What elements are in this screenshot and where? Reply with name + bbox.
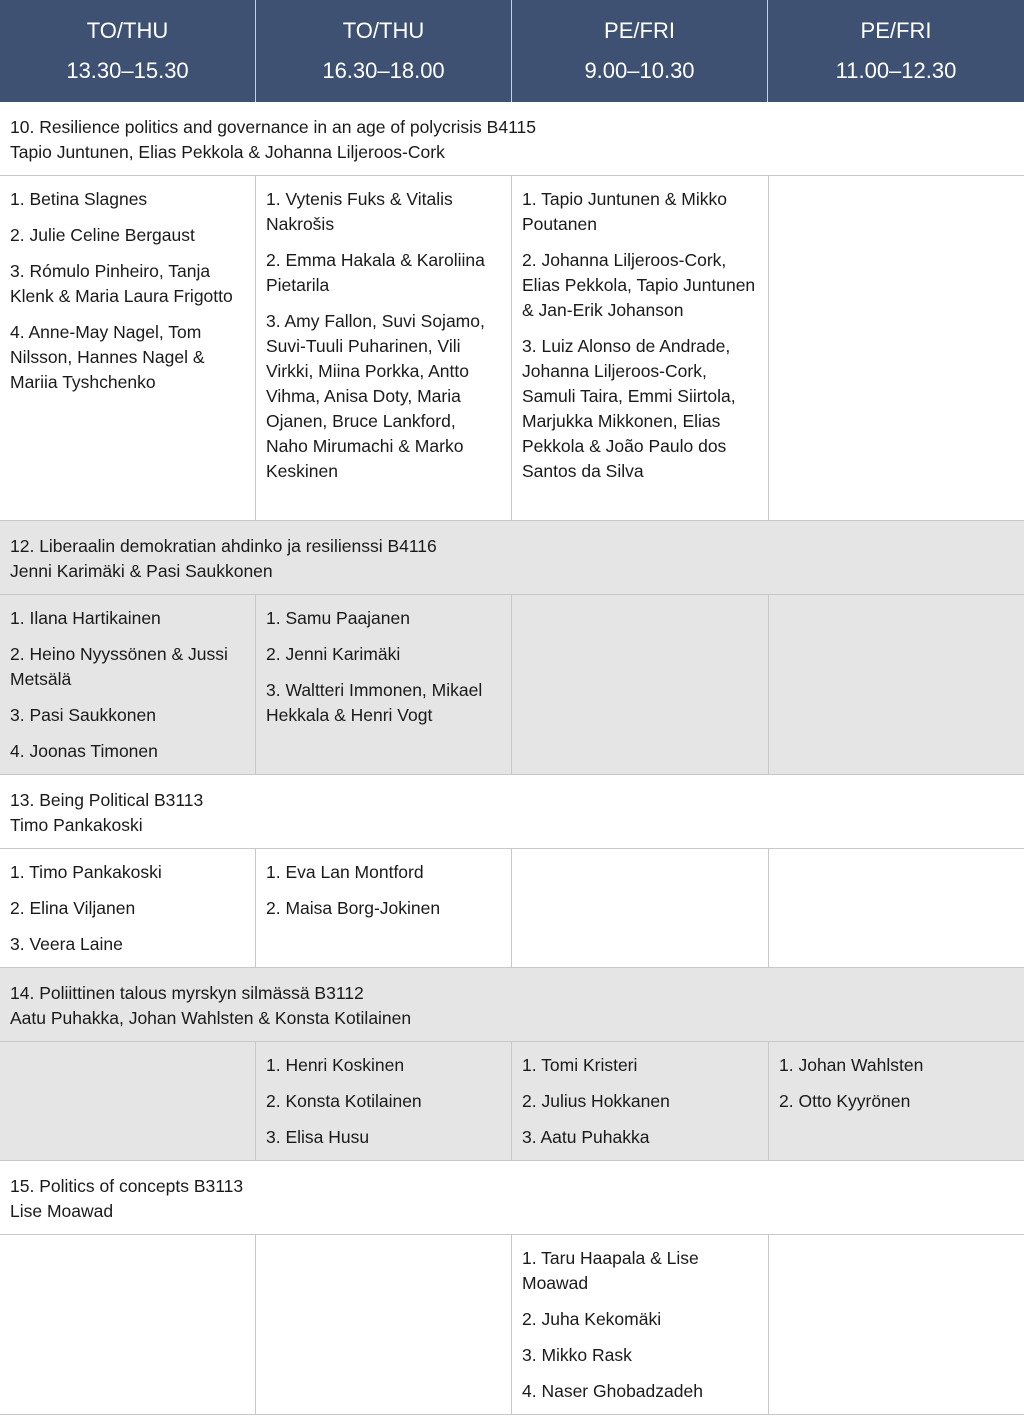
timeslot-cell — [0, 849, 256, 967]
timeslot-cell — [0, 595, 256, 774]
header-cell — [768, 0, 1024, 102]
timeslot-cell — [769, 1235, 1024, 1414]
presentation-entry: 1. Tomi Kristeri — [522, 1055, 638, 1075]
timeslot-cell — [0, 176, 256, 520]
presentation-entry: 3. Elisa Husu — [266, 1127, 370, 1147]
header-time: 16.30–18.00 — [322, 58, 445, 83]
presentation-entry: 1. Henri Koskinen — [266, 1055, 405, 1075]
presentation-entry: 2. Elina Viljanen — [10, 898, 136, 918]
timeslot-cell — [512, 176, 769, 520]
presentation-entry: 2. Emma Hakala & Karoliina Pietarila — [266, 250, 485, 295]
session-presentations-row — [0, 849, 1024, 968]
presentation-entry: 4. Joonas Timonen — [10, 741, 158, 761]
timeslot-cell — [256, 1235, 512, 1414]
presentation-entry: 2. Otto Kyyrönen — [779, 1091, 911, 1111]
timeslot-cell — [769, 849, 1024, 967]
session-chairs: Aatu Puhakka, Johan Wahlsten & Konsta Kotilainen — [10, 1008, 412, 1028]
timeslot-cell — [512, 1042, 769, 1160]
timeslot-cell — [769, 176, 1024, 520]
presentation-entry: 4. Naser Ghobadzadeh — [522, 1381, 703, 1401]
header-day: PE/FRI — [604, 18, 675, 43]
session-title: 15. Politics of concepts B3113 — [10, 1176, 244, 1196]
header-time: 9.00–10.30 — [584, 58, 695, 83]
presentation-entry: 2. Julie Celine Bergaust — [10, 225, 195, 245]
presentation-entry: 3. Amy Fallon, Suvi Sojamo, Suvi-Tuuli Puharinen, Vili Virkki, Miina Porkka, Antto Vihma, Anisa Doty, Maria Ojanen, Bruce Lankford, Naho Mirumachi & Marko Keskinen — [266, 311, 485, 481]
header-day: TO/THU — [86, 18, 169, 43]
presentation-entry: 3. Pasi Saukkonen — [10, 705, 156, 725]
header-day: PE/FRI — [860, 18, 932, 43]
timeslot-cell — [0, 1042, 256, 1160]
header-cell — [0, 0, 256, 102]
presentation-entry: 1. Johan Wahlsten — [779, 1055, 924, 1075]
session-chairs: Tapio Juntunen, Elias Pekkola & Johanna Liljeroos-Cork — [10, 142, 445, 162]
session-chairs: Jenni Karimäki & Pasi Saukkonen — [10, 561, 273, 581]
session-title: 13. Being Political B3113 — [10, 790, 204, 810]
presentation-entry: 1. Ilana Hartikainen — [10, 608, 161, 628]
timeslot-cell — [512, 595, 769, 774]
session-title-row — [0, 102, 1024, 176]
timeslot-cell — [256, 176, 512, 520]
timeslot-cell — [256, 849, 512, 967]
presentation-entry: 2. Julius Hokkanen — [522, 1091, 670, 1111]
session-presentations-row — [0, 595, 1024, 775]
header-day: TO/THU — [342, 18, 425, 43]
session-title: 14. Poliittinen talous myrskyn silmässä B3112 — [10, 983, 364, 1003]
session-title: 12. Liberaalin demokratian ahdinko ja resilienssi B4116 — [10, 536, 437, 556]
presentation-entry: 1. Timo Pankakoski — [10, 862, 162, 882]
presentation-entry: 2. Juha Kekomäki — [522, 1309, 662, 1329]
timeslot-cell — [512, 849, 769, 967]
session-chairs: Timo Pankakoski — [10, 815, 143, 835]
session-presentations-row — [0, 176, 1024, 521]
presentation-entry: 3. Rómulo Pinheiro, Tanja Klenk & Maria Laura Frigotto — [10, 261, 233, 306]
session-title-row — [0, 521, 1024, 595]
presentation-entry: 2. Heino Nyyssönen & Jussi Metsälä — [10, 644, 228, 689]
presentation-entry: 2. Konsta Kotilainen — [266, 1091, 422, 1111]
session-title-row — [0, 968, 1024, 1042]
presentation-entry: 3. Aatu Puhakka — [522, 1127, 650, 1147]
session-chairs: Lise Moawad — [10, 1201, 114, 1221]
presentation-entry: 4. Anne-May Nagel, Tom Nilsson, Hannes Nagel & Mariia Tyshchenko — [10, 322, 205, 392]
header-time: 13.30–15.30 — [66, 58, 189, 83]
schedule-header — [0, 0, 1024, 102]
header-cell — [256, 0, 512, 102]
session-presentations-row — [0, 1042, 1024, 1161]
presentation-entry: 1. Vytenis Fuks & Vitalis Nakrošis — [266, 189, 453, 234]
presentation-entry: 1. Eva Lan Montford — [266, 862, 424, 882]
session-title-row — [0, 1161, 1024, 1235]
presentation-entry: 1. Betina Slagnes — [10, 189, 148, 209]
presentation-entry: 1. Tapio Juntunen & Mikko Poutanen — [522, 189, 727, 234]
session-presentations-row — [0, 1235, 1024, 1415]
header-time: 11.00–12.30 — [835, 58, 957, 83]
presentation-entry: 1. Taru Haapala & Lise Moawad — [522, 1248, 699, 1293]
timeslot-cell — [256, 595, 512, 774]
presentation-entry: 1. Samu Paajanen — [266, 608, 410, 628]
presentation-entry: 2. Johanna Liljeroos-Cork, Elias Pekkola, Tapio Juntunen & Jan-Erik Johanson — [522, 250, 756, 320]
presentation-entry: 3. Veera Laine — [10, 934, 123, 954]
timeslot-cell — [769, 595, 1024, 774]
timeslot-cell — [769, 1042, 1024, 1160]
presentation-entry: 3. Luiz Alonso de Andrade, Johanna Liljeroos-Cork, Samuli Taira, Emmi Siirtola, Marjukka Mikkonen, Elias Pekkola & João Paulo dos Santos da Silva — [522, 336, 736, 481]
timeslot-cell — [0, 1235, 256, 1414]
timeslot-cell — [256, 1042, 512, 1160]
header-cell — [512, 0, 768, 102]
session-title-row — [0, 775, 1024, 849]
timeslot-cell — [512, 1235, 769, 1414]
session-title: 10. Resilience politics and governance in an age of polycrisis B4115 — [10, 117, 536, 137]
presentation-entry: 3. Mikko Rask — [522, 1345, 632, 1365]
presentation-entry: 2. Jenni Karimäki — [266, 644, 401, 664]
presentation-entry: 3. Waltteri Immonen, Mikael Hekkala & Henri Vogt — [266, 680, 483, 725]
presentation-entry: 2. Maisa Borg-Jokinen — [266, 898, 441, 918]
